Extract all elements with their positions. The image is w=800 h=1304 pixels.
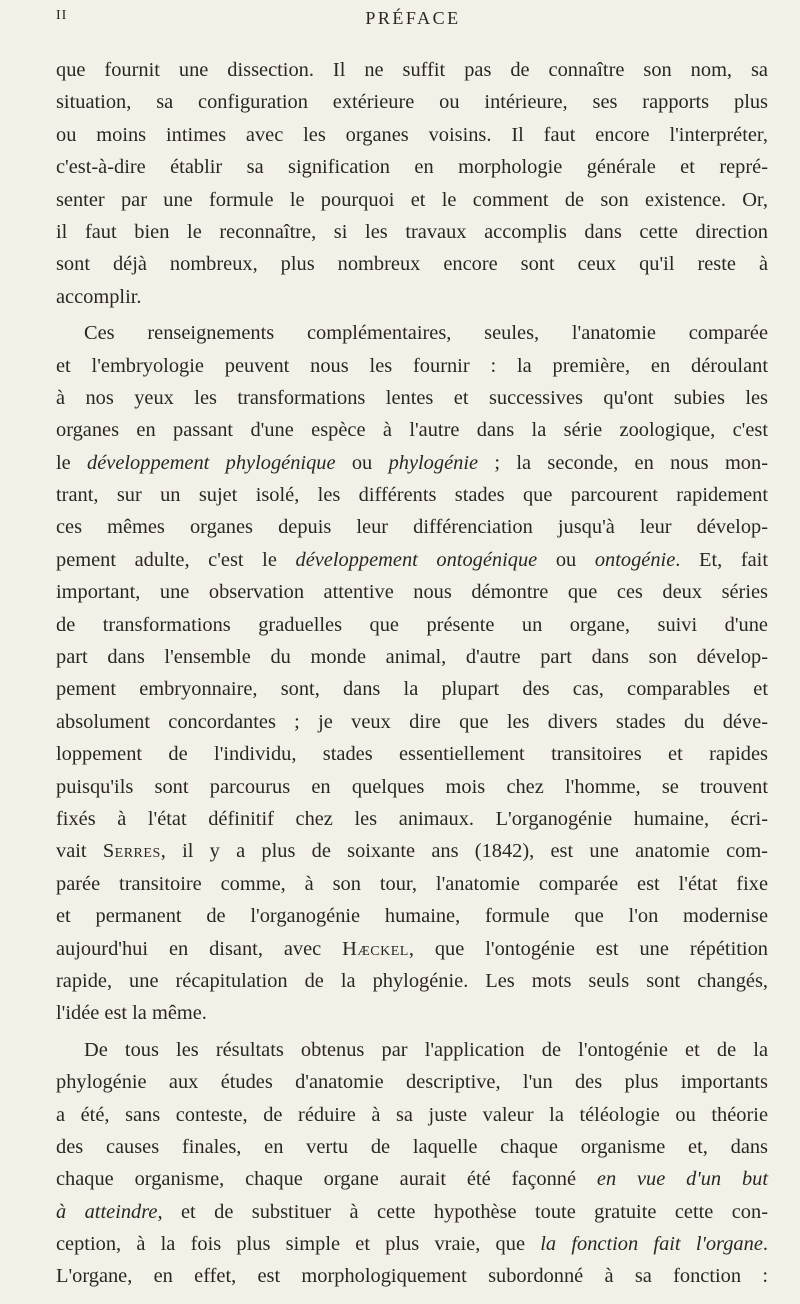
text-line: a été, sans conteste, de réduire à sa juste valeur la téléologie ou théorie [56,1103,768,1126]
text-line: des causes finales, en vertu de laquelle chaque organisme et, dans [56,1135,768,1158]
text-line: l'idée est la même. [56,1002,207,1025]
text-line: c'est-à-dire établir sa signification en morphologie générale et repré- [56,156,768,179]
text-line: important, une observation attentive nous démontre que ces deux séries [56,581,768,604]
text-line: De tous les résultats obtenus par l'application de l'ontogénie et de la [84,1038,768,1061]
page-number: II [56,8,68,23]
text-line: accomplir. [56,285,142,308]
text-line: part dans l'ensemble du monde animal, d'autre part dans son dévelop- [56,646,768,669]
text-line: ception, à la fois plus simple et plus vraie, que la fonction fait l'organe. [56,1233,768,1256]
text-line: situation, sa configuration extérieure ou intérieure, ses rapports plus [56,91,768,114]
text-line: Ces renseignements complémentaires, seules, l'anatomie comparée [84,322,768,345]
italic-term: ontogénie [594,548,676,571]
text-line: trant, sur un sujet isolé, les différents stades que parcourent rapidement [56,484,768,507]
text-line: ces mêmes organes depuis leur différenciation jusqu'à leur dévelop- [56,516,768,539]
running-head: PRÉFACE [365,8,461,28]
text-line: absolument concordantes ; je veux dire que les divers stades du déve- [56,710,768,733]
text-line: vait Serres, il y a plus de soixante ans (1842), est une anatomie com- [56,840,768,863]
italic-term: développement phylogénique [87,451,336,474]
text-line: de transformations graduelles que présente un organe, suivi d'une [56,613,768,636]
text-line: fixés à l'état définitif chez les animaux. L'organogénie humaine, écri- [56,807,768,830]
author-name: Hæckel [342,937,409,960]
italic-term: développement ontogénique [295,548,538,571]
italic-term: phylogénie [388,451,479,474]
text-line: chaque organisme, chaque organe aurait été façonné en vue d'un but [56,1168,768,1191]
text-line: à nos yeux les transformations lentes et successives qu'ont subies les [56,386,768,409]
text-line: à atteindre, et de substituer à cette hypothèse toute gratuite cette con- [56,1200,768,1223]
italic-term: à atteindre [56,1200,158,1223]
page-header [56,8,770,38]
text-line: rapide, une récapitulation de la phylogénie. Les mots seuls sont changés, [56,969,768,992]
italic-term: la fonction fait l'organe [540,1233,763,1256]
text-line: le développement phylogénique ou phylogénie ; la seconde, en nous mon- [56,451,768,474]
text-line: phylogénie aux études d'anatomie descriptive, l'un des plus importants [56,1071,768,1094]
text-line: pement adulte, c'est le développement ontogénique ou ontogénie. Et, fait [56,548,769,571]
text-line: aujourd'hui en disant, avec Hæckel, que l'ontogénie est une répétition [56,937,768,960]
text-line: et permanent de l'organogénie humaine, formule que l'on modernise [56,905,768,928]
text-line: parée transitoire comme, à son tour, l'anatomie comparée est l'état fixe [56,872,768,895]
text-line: sont déjà nombreux, plus nombreux encore sont ceux qu'il reste à [56,253,768,276]
text-line: L'organe, en effet, est morphologiquement subordonné à sa fonction : [56,1265,768,1288]
text-line: et l'embryologie peuvent nous les fournir : la première, en déroulant [56,354,768,377]
text-line: senter par une formule le pourquoi et le comment de son existence. Or, [56,188,768,211]
author-name: Serres [102,840,161,863]
text-line: puisqu'ils sont parcourus en quelques mois chez l'homme, se trouvent [56,775,768,798]
text-line: il faut bien le reconnaître, si les travaux accomplis dans cette direction [56,220,768,243]
body-text [56,54,768,1293]
text-line: que fournit une dissection. Il ne suffit pas de connaître son nom, sa [56,59,768,81]
text-line: loppement de l'individu, stades essentiellement transitoires et rapides [56,743,768,766]
text-line: pement embryonnaire, sont, dans la plupart des cas, comparables et [56,678,768,701]
text-line: organes en passant d'une espèce à l'autre dans la série zoologique, c'est [56,419,768,442]
text-line: ou moins intimes avec les organes voisins. Il faut encore l'interpréter, [56,123,768,146]
italic-term: en vue d'un but [596,1168,768,1191]
